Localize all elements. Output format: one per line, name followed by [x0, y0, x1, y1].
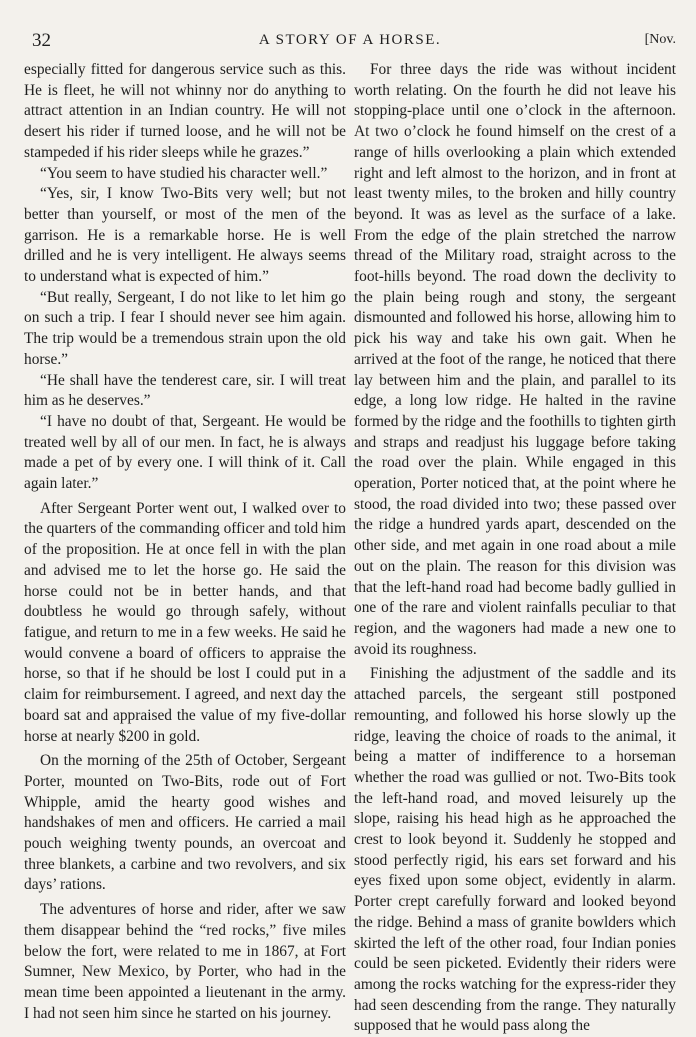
paragraph: “You seem to have studied his character well.”: [40, 164, 328, 182]
paragraph: especially fitted for dangerous service such as this. He is fleet, he will not whinny nor do anything to attract attention in an Indian country. He will not desert his rider if turned loose, and he will not be stampeded if his rider sleeps while he grazes.”: [24, 61, 346, 161]
paragraph: On the morning of the 25th of October, Sergeant Porter, mounted on Two-Bits, rode out of Fort Whipple, amid the hearty good wishes and handshakes of men and officers. He carried a mail pouch weighing twenty pounds, an overcoat and three blankets, a carbine and two revolvers, and six days’ rations.: [24, 752, 346, 894]
issue-mark: [Nov.: [644, 32, 676, 47]
page-number: 32: [32, 30, 51, 51]
page-header: [24, 30, 676, 54]
paragraph: After Sergeant Porter went out, I walked over to the quarters of the commanding officer and told him of the proposition. He at once fell in with the plan and advised me to let the horse go. He said the horse could not be in better hands, and that doubtless he would go through safely, without fatigue, and return to me in a few weeks. He said he would convene a board of officers to appraise the horse, so that if he should be lost I could put in a claim for reimbursement. I agreed, and next day the board sat and appraised the value of my five-dollar horse at nearly $200 in gold.: [24, 499, 346, 745]
left-column: [24, 60, 346, 1024]
paragraph: For three days the ride was without incident worth relating. On the fourth he did not leave his stopping-place until one o’clock in the afternoon. At two o’clock he found himself on the crest of a range of hills overlooking a plain which extended right and left almost to the horizon, and in front at least twenty miles, to the broken and hilly country beyond. It was as level as the surface of a lake. From the edge of the plain stretched the narrow thread of the Military road, straight across to the foot-hills beyond. The road down the declivity to the plain being rough and stony, the sergeant dismounted and followed his horse, allowing him to pick his way and take his own gait. When he arrived at the foot of the range, he noticed that there lay between him and the plain, and parallel to its edge, a long low ridge. He halted in the ravine formed by the ridge and the foothills to tighten girth and straps and readjust his luggage before taking the road over the plain. While engaged in this operation, Porter noticed that, at the point where he stood, the road divided into two; these passed over the ridge a hundred yards apart, descended on the other side, and met again in one road about a mile out on the plain. The reason for this division was that the left-hand road had become badly gullied in one of the rare and violent rainfalls peculiar to that region, and the wagoners had made a new one to avoid its roughness.: [354, 61, 676, 658]
paragraph: The adventures of horse and rider, after we saw them disappear behind the “red rocks,” five miles below the fort, were related to me in 1867, at Fort Sumner, New Mexico, by Porter, who had in the mean time been appointed a lieutenant in the army. I had not seen him since he started on his journey.: [24, 901, 346, 1022]
running-title: A STORY OF A HORSE.: [258, 32, 442, 48]
paragraph: Finishing the adjustment of the saddle and its attached parcels, the sergeant still postponed remounting, and followed his horse slowly up the ridge, leaving the choice of roads to the animal, it being a matter of indifference to a horseman whether the road was gullied or not. Two-Bits took the left-hand road, and moved leisurely up the slope, raising his head high as he approached the crest to look beyond it. Suddenly he stopped and stood perfectly rigid, his ears set forward and his eyes fixed upon some object, evidently in alarm. Porter crept carefully forward and looked beyond the ridge. Behind a mass of granite bowlders which skirted the left of the other road, four Indian ponies could be seen picketed. Evidently their riders were among the rocks watching for the express-rider they had seen descending from the range. They naturally supposed that he would pass along the: [354, 665, 676, 1035]
right-column: [354, 60, 676, 1037]
paragraph: “He shall have the tenderest care, sir. I will treat him as he deserves.”: [24, 371, 346, 410]
paragraph: “I have no doubt of that, Sergeant. He would be treated well by all of our men. In fact, he is always made a pet of by every one. I will think of it. Call again later.”: [24, 412, 346, 493]
paragraph: “Yes, sir, I know Two-Bits very well; but not better than yourself, or most of the men of the garrison. He is a remarkable horse. He is well drilled and he is very intelligent. He always seems to understand what is expected of him.”: [24, 185, 346, 286]
paragraph: “But really, Sergeant, I do not like to let him go on such a trip. I fear I should never see him again. The trip would be a tremendous strain upon the old horse.”: [24, 288, 346, 368]
